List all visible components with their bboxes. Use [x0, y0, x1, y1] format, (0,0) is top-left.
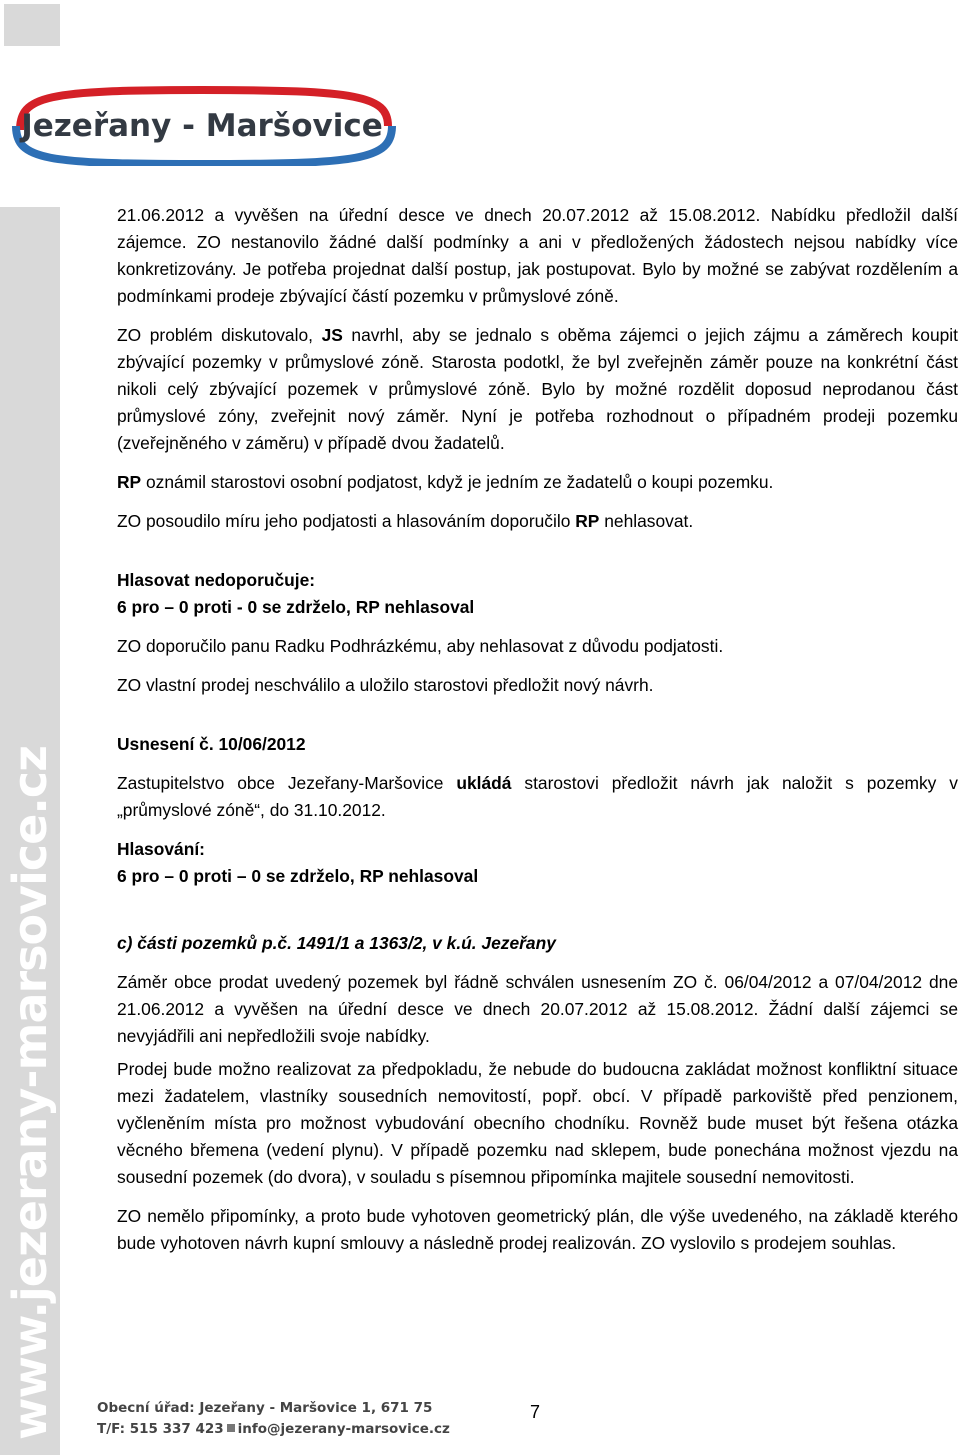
resolution-title — [117, 731, 958, 758]
vote-2-result-text: 6 pro – 0 proti – 0 se zdrželo, RP nehlasoval — [117, 866, 479, 886]
paragraph-4-a: ZO posoudilo míru jeho podjatosti a hlasováním doporučilo — [117, 511, 576, 531]
resolution-text — [117, 770, 958, 824]
paragraph-8: Prodej bude možno realizovat za předpokladu, že nebude do budoucna zakládat možnost konfliktní situace mezi žadatelem, vlastníky sousedních nemovitostí, popř. obcí. V případě parkoviště před penzionem, vyčleněním místa pro možnost vybudování obecního chodníku. Rovněž bude muset být řešena otázka věcného břemena (vedení plynu). V případě pozemku nad sklepem, bude ponechána možnost vjezdu na sousední pozemek (do dvora), v souladu s písemnou připomínka majitele sousední nemovitosti. — [117, 1059, 958, 1187]
footer-line-2 — [97, 1419, 450, 1440]
top-corner-block — [4, 4, 60, 46]
vote-1-title-text: Hlasovat nedoporučuje: — [117, 570, 316, 590]
vote-1-title — [117, 567, 958, 594]
page-number: 7 — [530, 1402, 541, 1422]
vote-1-result-text: 6 pro – 0 proti - 0 se zdrželo, RP nehlasoval — [117, 597, 475, 617]
vote-1-result — [117, 594, 958, 621]
paragraph-7: Záměr obce prodat uvedený pozemek byl řádně schválen usnesením ZO č. 06/04/2012 a 07/04/2012 dne 21.06.2012 a vyvěšen na úřední desce ve dnech 20.07.2012 až 15.08.2012. Žádní další zájemci se nevyjádřili ani nepředložili svoje nabídky. — [117, 972, 958, 1046]
paragraph-2 — [117, 322, 958, 457]
paragraph-4-c: nehlasovat. — [599, 511, 694, 531]
footer-address — [97, 1398, 450, 1440]
vote-2-result — [117, 863, 958, 890]
municipality-logo — [6, 86, 398, 166]
footer-email: info@jezerany-marsovice.cz — [237, 1421, 450, 1437]
paragraph-2-a: ZO problém diskutovalo, — [117, 325, 322, 345]
website-vertical-text: www.jezerany-marsovice.cz — [3, 746, 57, 1440]
footer-line-1: Obecní úřad: Jezeřany - Maršovice 1, 671 75 — [97, 1400, 433, 1416]
paragraph-9: ZO nemělo připomínky, a proto bude vyhotoven geometrický plán, dle výše uvedeného, na základě kterého bude vyhotoven návrh kupní smlouvy a následně prodej realizován. ZO vyslovilo s prodejem souhlas. — [117, 1206, 958, 1253]
vote-2-title-text: Hlasování: — [117, 839, 205, 859]
paragraph-2-b: JS — [321, 325, 343, 345]
resolution-b: ukládá — [456, 773, 512, 793]
paragraph-5: ZO doporučilo panu Radku Podhrázkému, aby nehlasovat z důvodu podjatosti. — [117, 636, 724, 656]
logo-text: Jezeřany - Maršovice — [21, 108, 383, 144]
paragraph-3 — [117, 469, 958, 496]
paragraph-4 — [117, 508, 958, 535]
resolution-a: Zastupitelstvo obce Jezeřany-Maršovice — [117, 773, 457, 793]
paragraph-4-b: RP — [575, 511, 600, 531]
paragraph-6: ZO vlastní prodej neschválilo a uložilo starostovi předložit nový návrh. — [117, 675, 654, 695]
square-bullet-icon — [227, 1424, 235, 1432]
paragraph-3-a: RP — [117, 472, 142, 492]
resolution-c: starostovi předložit návrh jak naložit s pozemky v „průmyslové zóně“, do 31.10.2012. — [117, 773, 958, 820]
section-c-heading — [117, 930, 958, 957]
paragraph-3-b: oznámil starostovi osobní podjatost, když je jedním ze žadatelů o koupi pozemku. — [141, 472, 774, 492]
vote-2-title — [117, 836, 958, 863]
paragraph-2-c: navrhl, aby se jednalo s oběma zájemci o jejich zájmu a záměrech koupit zbývající pozemky v průmyslové zóně. Starosta podotkl, že byl zveřejněn záměr pouze na konkrétní část nikoli celý zbývající pozemek v průmyslové zóně. Bylo by možné rozdělit doposud neprodanou část průmyslové zóny, zveřejnit nový záměr. Nyní je potřeba rozhodnout o případném prodeji pozemku (zveřejněného v záměru) v případě dvou žadatelů. — [117, 325, 958, 453]
paragraph-1: 21.06.2012 a vyvěšen na úřední desce ve dnech 20.07.2012 až 15.08.2012. Nabídku předložil další zájemce. ZO nestanovilo žádné další podmínky a ani v předložených žádostech nejsou nabídky více konkretizovány. Je potřeba projednat další postup, jak postupovat. Bylo by možné se zabývat rozdělením a podmínkami prodeje zbývající částí pozemku v průmyslové zóně. — [117, 205, 958, 306]
footer-phone: T/F: 515 337 423 — [97, 1421, 224, 1437]
resolution-title-text: Usnesení č. 10/06/2012 — [117, 734, 306, 754]
document-body — [117, 202, 958, 1257]
section-c-heading-text: c) části pozemků p.č. 1491/1 a 1363/2, v k.ú. Jezeřany — [117, 933, 556, 953]
